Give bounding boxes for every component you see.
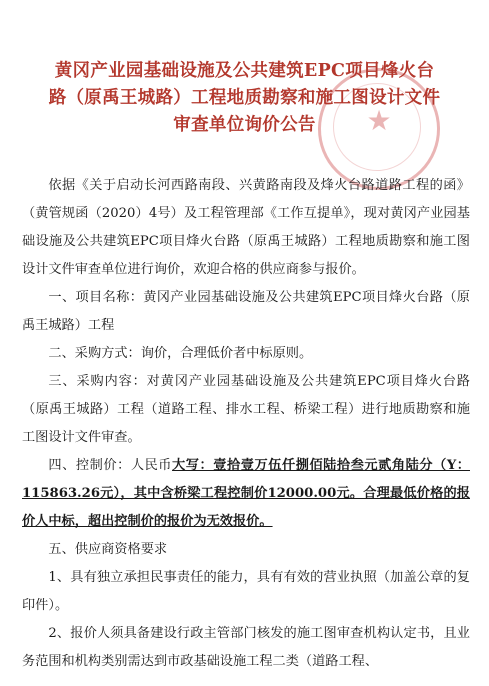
document-body — [22, 172, 470, 676]
qualification-item-2: 2、报价人须具备建设行政主管部门核发的施工图审查机构认定书，且业务范围和机构类别需达到市政基础设施工程二类（道路工程、 — [22, 626, 470, 669]
procurement-content-paragraph: 三、采购内容：对黄冈产业园基础设施及公共建筑EPC项目烽火台路（原禹王城路）工程（道路工程、排水工程、桥梁工程）进行地质勘察和施工图设计文件审查。 — [22, 374, 470, 445]
qualification-heading: 五、供应商资格要求 — [48, 542, 168, 557]
procurement-method-paragraph: 二、采购方式：询价，合理低价者中标原则。 — [48, 346, 313, 361]
qualification-item-1: 1、具有独立承担民事责任的能力，具有有效的营业执照（加盖公章的复印件）。 — [22, 570, 470, 613]
control-price-label: 四、控制价：人民币 — [48, 458, 173, 473]
title-line-3: 审查单位询价公告 — [173, 115, 316, 135]
title-line-1: 黄冈产业园基础设施及公共建筑EPC项目烽火台 — [54, 61, 435, 81]
control-price-paragraph — [22, 452, 470, 536]
intro-paragraph: 依据《关于启动长河西路南段、兴黄路南段及烽火台路道路工程的函》（黄管规函（2020）4号）及工程管理部《工作互提单》，现对黄冈产业园基础设施及公共建筑EPC项目烽火台路（原禹王城路）工程地质勘察和施工图设计文件审查单位进行询价，欢迎合格的供应商参与报价。 — [22, 178, 470, 277]
title-line-2: 路（原禹王城路）工程地质勘察和施工图设计文件 — [48, 88, 441, 108]
project-name-paragraph: 一、项目名称：黄冈产业园基础设施及公共建筑EPC项目烽火台路（原禹王城路）工程 — [22, 290, 470, 333]
document-title — [28, 58, 461, 139]
control-price-amount: 大写：壹拾壹万伍仟捌佰陆拾叁元贰角陆分（Y：115863.26元），其中含桥梁工程控制价12000.00元。合理最低价格的报价人中标，超出控制价的报价为无效报价。 — [22, 458, 470, 529]
seal-star-icon: ★ — [366, 104, 392, 137]
